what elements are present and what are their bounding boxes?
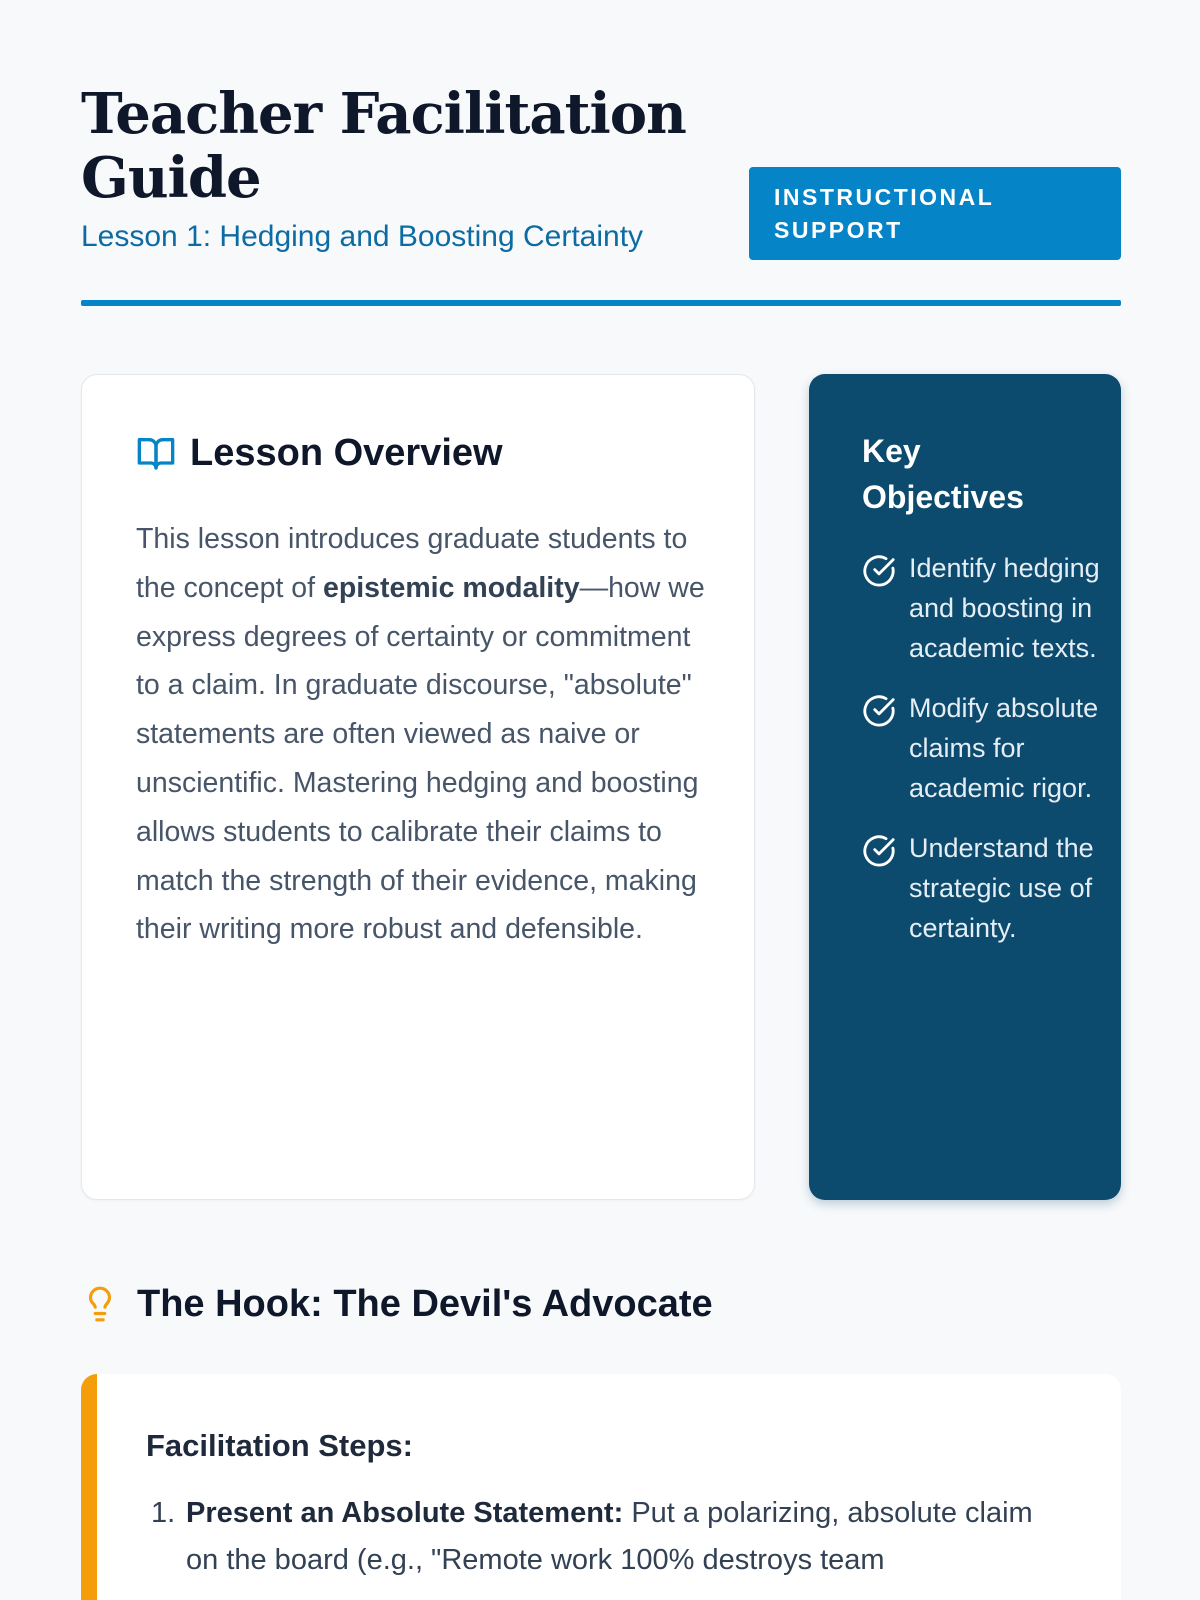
step-label: Present an Absolute Statement: xyxy=(186,1497,624,1529)
book-open-icon xyxy=(136,433,176,473)
objective-item xyxy=(862,828,1102,948)
lesson-overview-card xyxy=(81,374,755,1200)
key-objectives-heading: Key Objectives xyxy=(862,433,1024,515)
step-text: Put a polarizing, absolute claim on the board (e.g., "Remote work 100% destroys team xyxy=(186,1497,1033,1576)
facilitation-guide-page xyxy=(81,0,1121,1576)
hook-section-header xyxy=(81,1282,713,1326)
hook-heading: The Hook: The Devil's Advocate xyxy=(137,1283,713,1325)
overview-text-body: —how we express degrees of certainty or commitment to a claim. In graduate discourse, "absolute" statements are often viewed as naive or unscientific. Mastering hedging and boosting allows students to calibrate their claims to match the strength of their evidence, making their writing more robust and defensible. xyxy=(136,571,705,946)
check-circle-icon xyxy=(862,694,896,728)
facilitation-steps-list xyxy=(146,1490,1046,1584)
lesson-overview-header xyxy=(136,431,503,475)
lightbulb-icon xyxy=(81,1284,119,1324)
check-circle-icon xyxy=(862,834,896,868)
objective-text: Identify hedging and boosting in academic texts. xyxy=(909,553,1100,663)
facilitation-step xyxy=(146,1490,1046,1584)
instructional-support-badge: INSTRUCTIONAL SUPPORT xyxy=(749,167,1121,260)
lesson-overview-heading: Lesson Overview xyxy=(190,432,503,474)
objective-item xyxy=(862,548,1102,668)
lesson-overview-text xyxy=(136,515,716,954)
page-title: Teacher Facilitation Guide xyxy=(81,81,686,211)
objective-text: Understand the strategic use of certainty. xyxy=(909,833,1094,943)
objective-item xyxy=(862,688,1102,808)
step-number: 1. xyxy=(151,1497,176,1529)
overview-bold-term: epistemic modality xyxy=(322,571,580,604)
overview-text-intro: This lesson introduces graduate students to the concept of xyxy=(136,523,688,604)
page-header xyxy=(81,0,1121,306)
key-objectives-panel xyxy=(809,374,1121,1200)
step-content xyxy=(186,1490,1046,1584)
header-divider xyxy=(81,300,1121,306)
objectives-list xyxy=(862,548,1102,968)
lesson-subtitle: Lesson 1: Hedging and Boosting Certainty xyxy=(81,220,644,253)
hook-card xyxy=(81,1374,1121,1600)
objective-text: Modify absolute claims for academic rigor. xyxy=(909,693,1099,803)
check-circle-icon xyxy=(862,554,896,588)
facilitation-steps-heading: Facilitation Steps: xyxy=(146,1428,413,1463)
